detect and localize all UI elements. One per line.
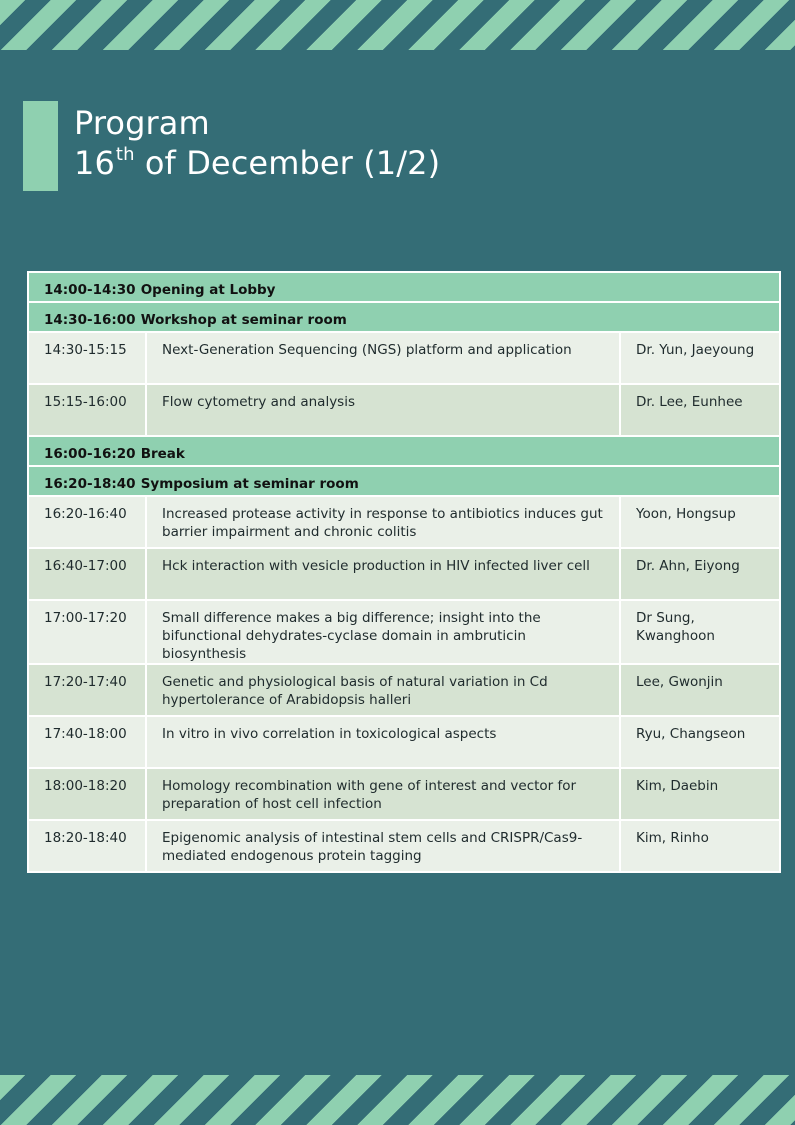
program-table [27,271,781,873]
session-row [28,664,780,716]
session-time: 18:00-18:20 [28,768,146,820]
section-label: Symposium at seminar room [140,476,359,492]
section-row [28,466,780,496]
session-speaker: Dr. Ahn, Eiyong [620,548,780,600]
page-title [74,103,440,183]
section-label: Opening at Lobby [140,282,276,298]
session-time: 16:40-17:00 [28,548,146,600]
session-speaker: Lee, Gwonjin [620,664,780,716]
session-speaker: Kim, Daebin [620,768,780,820]
session-speaker: Dr Sung, Kwanghoon [620,600,780,664]
session-row [28,496,780,548]
section-cell [28,302,780,332]
session-speaker: Dr. Lee, Eunhee [620,384,780,436]
session-row [28,384,780,436]
section-time: 16:00-16:20 [44,446,136,462]
section-cell [28,436,780,466]
section-cell [28,272,780,302]
session-row [28,600,780,664]
session-time: 14:30-15:15 [28,332,146,384]
session-title: Genetic and physiological basis of natural variation in Cd hypertolerance of Arabidopsis halleri [146,664,620,716]
section-time: 14:00-14:30 [44,282,136,298]
session-speaker: Dr. Yun, Jaeyoung [620,332,780,384]
session-time: 17:40-18:00 [28,716,146,768]
bottom-stripe-banner [0,1075,795,1125]
section-row [28,436,780,466]
title-day: 16 [74,144,115,182]
page-title-line1: Program [74,104,210,142]
session-title: Increased protease activity in response to antibiotics induces gut barrier impairment and chronic colitis [146,496,620,548]
session-title: Small difference makes a big difference; insight into the bifunctional dehydrates-cyclase domain in ambruticin biosynthesis [146,600,620,664]
session-row [28,716,780,768]
session-time: 18:20-18:40 [28,820,146,872]
session-speaker: Ryu, Changseon [620,716,780,768]
title-accent-bar [23,101,58,191]
section-cell [28,466,780,496]
session-title: Hck interaction with vesicle production in HIV infected liver cell [146,548,620,600]
session-time: 15:15-16:00 [28,384,146,436]
session-title: Flow cytometry and analysis [146,384,620,436]
section-row [28,272,780,302]
page-title-line2 [74,143,440,183]
section-row [28,302,780,332]
session-row [28,820,780,872]
session-title: Next-Generation Sequencing (NGS) platform and application [146,332,620,384]
section-label: Break [140,446,185,462]
session-time: 16:20-16:40 [28,496,146,548]
section-time: 16:20-18:40 [44,476,136,492]
title-rest: of December (1/2) [144,144,441,182]
session-speaker: Yoon, Hongsup [620,496,780,548]
session-time: 17:00-17:20 [28,600,146,664]
session-speaker: Kim, Rinho [620,820,780,872]
section-time: 14:30-16:00 [44,312,136,328]
session-row [28,768,780,820]
session-title: In vitro in vivo correlation in toxicological aspects [146,716,620,768]
session-row [28,548,780,600]
session-title: Epigenomic analysis of intestinal stem cells and CRISPR/Cas9-mediated endogenous protein tagging [146,820,620,872]
top-stripe-banner [0,0,795,50]
session-time: 17:20-17:40 [28,664,146,716]
section-label: Workshop at seminar room [140,312,347,328]
session-title: Homology recombination with gene of interest and vector for preparation of host cell infection [146,768,620,820]
session-row [28,332,780,384]
page-title-block [23,101,583,191]
title-ordinal: th [115,144,135,166]
